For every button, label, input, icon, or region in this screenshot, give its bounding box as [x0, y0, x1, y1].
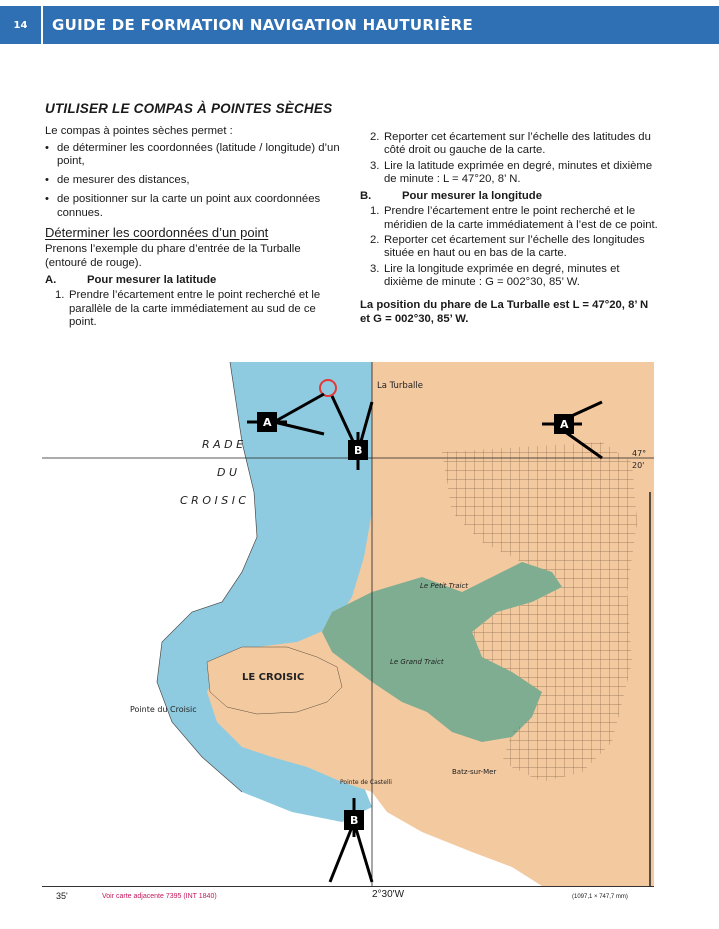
step-item: 3. Lire la longitude exprimée en degré, minutes et dixième de minute : G = 002°30, 85’ W.	[370, 262, 620, 288]
step-item: 3. Lire la latitude exprimée en degré, minutes et dixième de minute : L = 47°20, 8’ N.	[370, 159, 653, 185]
header-divider	[41, 6, 43, 44]
section-title: UTILISER LE COMPAS À POINTES SÈCHES	[45, 101, 333, 116]
chart-bottom-scale	[42, 886, 654, 907]
step-item: 2. Reporter cet écartement sur l’échelle des latitudes du côté droit ou gauche de la carte.	[370, 131, 651, 157]
step-item: 1. Prendre l’écartement entre le point recherché et le parallèle de la carte immédiatement au sud de ce point.	[55, 289, 321, 328]
subheading: Déterminer les coordonnées d’un point	[45, 225, 269, 241]
lon-2-30w-label: 2°30'W	[372, 889, 405, 900]
label-grand-traict: Le Grand Traict	[390, 658, 444, 666]
bullet-item: • de mesurer des distances,	[45, 174, 345, 187]
compass-label-b-bottom: B	[350, 814, 359, 827]
label-lat-47: 47°	[632, 449, 647, 458]
step-item: 2. Reporter cet écartement sur l’échelle des longitudes située en haut ou en bas de la carte.	[370, 234, 645, 260]
compass-label-b-top: B	[354, 444, 363, 457]
label-du: D U	[217, 466, 238, 479]
adjacent-chart-note: Voir carte adjacente 7395 (INT 1840)	[102, 893, 217, 900]
section-a-heading	[45, 274, 345, 287]
section-b-title: Pour mesurer la longitude	[402, 190, 542, 203]
lon-35-label: 35'	[56, 891, 68, 901]
page-number: 14	[13, 19, 28, 31]
step-item: 1. Prendre l’écartement entre le point recherché et le méridien de la carte immédiatement à l’est de ce point.	[370, 205, 658, 231]
section-b-letter: B.	[360, 190, 372, 203]
intro-text: Le compas à pointes sèches permet :	[45, 125, 233, 138]
chart-size-note: (1097,1 × 747,7 mm)	[572, 894, 628, 900]
label-petit-traict: Le Petit Traict	[420, 582, 469, 590]
section-b-steps	[360, 205, 660, 289]
header-title: GUIDE DE FORMATION NAVIGATION HAUTURIÈRE	[52, 16, 474, 34]
section-b-heading	[360, 190, 660, 203]
section-a-title: Pour mesurer la latitude	[87, 273, 217, 286]
label-turballe: La Turballe	[377, 381, 423, 391]
label-pointe-castelli: Pointe de Castelli	[340, 779, 392, 786]
right-column	[360, 131, 660, 326]
label-rade: R A D E	[202, 438, 244, 451]
label-croisic-sea: C R O I S I C	[180, 494, 247, 507]
label-le-croisic: LE CROISIC	[242, 672, 305, 683]
label-batz: Batz-sur-Mer	[452, 768, 497, 776]
section-a-steps	[45, 289, 345, 329]
section-a-steps-continued	[360, 131, 660, 186]
label-lat-20: 20'	[632, 461, 645, 470]
label-pointe-croisic: Pointe du Croisic	[130, 705, 197, 714]
compass-label-a-left: A	[263, 416, 272, 429]
example-text: Prenons l’exemple du phare d’entrée de la Turballe (entouré de rouge).	[45, 243, 301, 269]
page-header	[0, 6, 719, 44]
left-column	[45, 102, 345, 331]
conclusion-text: La position du phare de La Turballe est L = 47°20, 8’ N et G = 002°30, 85’ W.	[360, 299, 649, 325]
section-a-letter: A.	[45, 273, 57, 286]
bullet-item: • de positionner sur la carte un point aux coordonnées connues.	[45, 193, 345, 220]
nautical-chart	[42, 362, 654, 886]
compass-label-a-right: A	[560, 418, 569, 431]
bullet-item: • de déterminer les coordonnées (latitude / longitude) d’un point,	[45, 142, 345, 169]
